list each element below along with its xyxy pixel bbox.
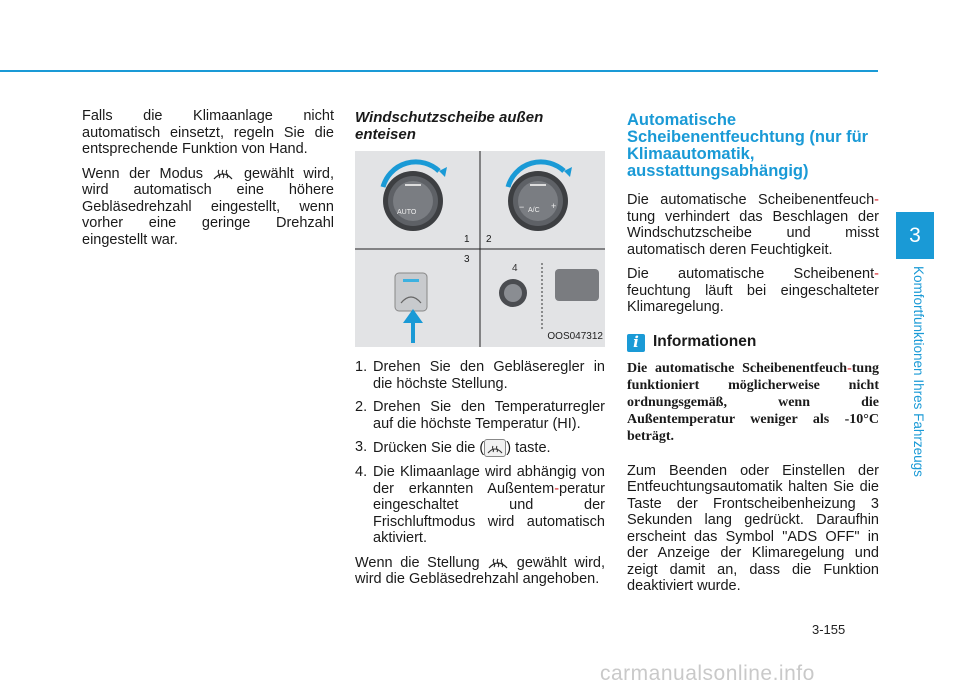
figure-code: OOS047312	[547, 330, 603, 342]
chapter-title-vertical: Komfortfunktionen Ihres Fahrzeugs	[911, 266, 926, 477]
paragraph-defrost-mode: Wenn der Modus gewählt wird, wird automatisch eine höhere Gebläsedrehzahl eingestellt, wenn vorher eine geringe Drehzahl eingestellt war.	[82, 165, 335, 248]
knob-ac-label: A/C	[528, 207, 540, 214]
temperature-knob-icon	[508, 162, 572, 231]
knob-minus-sign: −	[519, 202, 525, 212]
info-note: Die automatische Scheibenentfeuch-tung funktioniert möglicherweise nicht ordnungsgemäß, wenn die Außentemperatur weniger als -10°C beträgt.	[627, 360, 879, 444]
column-middle	[355, 110, 605, 596]
quadrant-label-4: 4	[512, 263, 518, 274]
info-header	[627, 334, 879, 352]
info-icon: i	[627, 334, 645, 352]
step-item: 4. Die Klimaanlage wird abhängig von der erkannten Außentem-peratur eingeschaltet und der Frischluftmodus wird automatisch aktiviert.	[355, 464, 605, 546]
section-heading-auto-defog: Automatische Scheibenentfeuchtung (nur für Klimaautomatik, ausstattungsabhängig)	[627, 111, 869, 180]
knob-auto-label: AUTO	[397, 209, 417, 216]
top-rule	[0, 70, 878, 72]
paragraph-ads-off: Zum Beenden oder Einstellen der Entfeuchtungsautomatik halten Sie die Taste der Frontscheibenheizung 3 Sekunden lang gedrückt. Daraufhin erscheint das Symbol "ADS OFF" in der Anzeige der Klimaregelung und zeigt damit an, dass die Funktion deaktiviert wurde.	[627, 462, 879, 594]
quadrant-label-3: 3	[464, 254, 470, 265]
column-right	[627, 112, 879, 603]
windshield-defrost-icon	[212, 167, 234, 181]
chapter-tab: 3	[896, 212, 934, 259]
defrost-button-symbol-icon	[484, 439, 506, 457]
steps-list	[355, 359, 605, 547]
defrost-button-icon	[395, 273, 427, 343]
paragraph-fan-speed: Wenn die Stellung gewählt wird, wird die Gebläsedrehzahl angehoben.	[355, 554, 605, 587]
step-item: 2. Drehen Sie den Temperaturregler auf die höchste Temperatur (HI).	[355, 399, 605, 432]
watermark: carmanualsonline.info	[600, 662, 815, 685]
paragraph-auto-defog-2: Die automatische Scheibenent-feuchtung läuft bei eingeschalteter Klimaregelung.	[627, 266, 879, 315]
step-item: 3. Drücken Sie die ( ) taste.	[355, 439, 551, 456]
knob-plus-sign: +	[551, 201, 557, 211]
climate-control-illustration	[355, 151, 605, 347]
paragraph-manual-control: Falls die Klimaanlage nicht automatisch einsetzt, regeln Sie die entsprechende Funktion von Hand.	[82, 108, 334, 157]
info-title: Informationen	[653, 333, 757, 351]
step-item: 1. Drehen Sie den Gebläseregler in die höchste Stellung.	[355, 359, 605, 392]
section-title-defrost: Windschutzscheibe außen enteisen	[355, 109, 544, 143]
quadrant-label-1: 1	[464, 234, 470, 245]
page-number: 3-155	[812, 622, 846, 637]
paragraph-auto-defog-1: Die automatische Scheibenentfeuch-tung verhindert das Beschlagen der Windschutzscheibe und misst automatisch deren Feuchtigkeit.	[627, 192, 879, 258]
windshield-defrost-icon	[487, 556, 509, 570]
quadrant-label-2: 2	[486, 234, 492, 245]
climate-control-figure	[355, 151, 605, 347]
column-left	[82, 108, 334, 256]
